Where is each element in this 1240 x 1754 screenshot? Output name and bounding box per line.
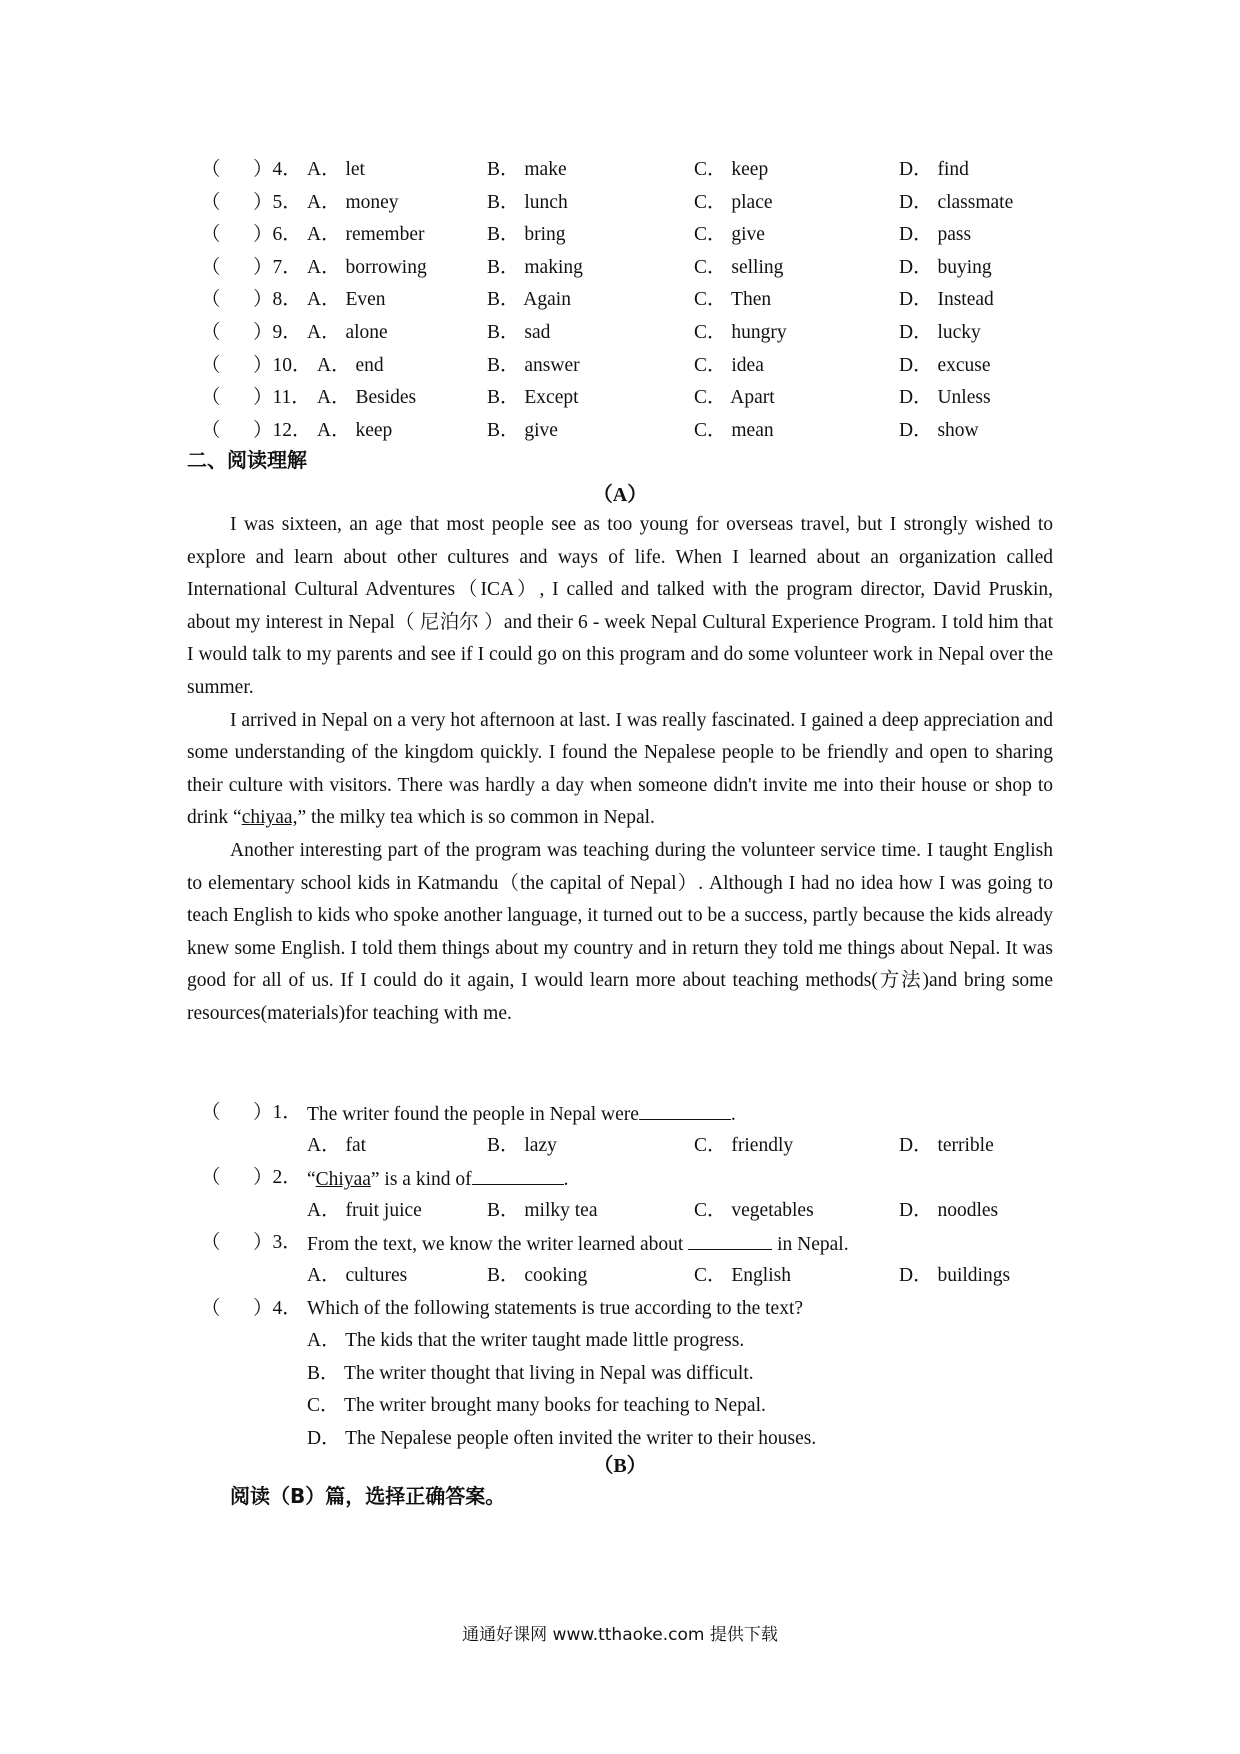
question-number: ）4． (253, 1297, 302, 1319)
question-number: ）11． (253, 387, 311, 409)
option-c: C． selling (694, 256, 784, 278)
answer-paren: （ (201, 321, 221, 343)
answer-paren: （ (201, 1232, 221, 1254)
cloze-options (187, 154, 1067, 447)
question-number: ）7． (253, 256, 302, 278)
stem-text: From the text, we know the writer learned about (307, 1234, 684, 1256)
option-b: B． lunch (487, 191, 568, 213)
cloze-option-row (187, 350, 1067, 383)
option-c: C． The writer brought many books for teaching to Nepal. (307, 1395, 766, 1417)
stem-text: “ (307, 1169, 316, 1191)
option-a: A． Besides (317, 387, 417, 409)
cloze-option-row (187, 219, 1067, 252)
option-d: D． Unless (899, 387, 991, 409)
passage-a-title: （A） (592, 484, 648, 506)
option-b: B． The writer thought that living in Nepal was difficult. (307, 1362, 754, 1384)
underlined-word: Chiyaa (315, 1169, 371, 1191)
answer-paren: （ (201, 1167, 221, 1189)
answer-paren: （ (201, 224, 221, 246)
answer-paren: （ (201, 1102, 221, 1123)
option-a: A． fat (307, 1134, 367, 1156)
option-b: B． cooking (487, 1264, 588, 1286)
question-row (187, 1097, 1067, 1130)
option-b: B． answer (487, 354, 580, 376)
paragraph: Another interesting part of the program was teaching during the volunteer service time. I taught English to elementary school kids in Katmandu（the capital of Nepal）. Although I had no idea how I was going to teach English to kids who spoke another language, it turned out to be a success, partly because the kids already knew some English. I told them things about my country and in return they told me things about Nepal. It was good for all of us. If I could do it again, I would learn more about teaching methods(方法)and bring some resources(materials)for teaching with me. (187, 839, 1053, 1024)
option-c: C． place (694, 191, 773, 213)
option-b: B． give (487, 419, 558, 441)
answer-options-row (187, 1130, 1067, 1163)
option-a: A． cultures (307, 1264, 408, 1286)
question-number: ）1． (253, 1102, 302, 1123)
option-c: C． hungry (694, 321, 787, 343)
cloze-option-row (187, 284, 1067, 317)
option-d: D． buying (899, 256, 992, 278)
option-b: B． Except (487, 387, 579, 409)
option-a: A． borrowing (307, 256, 427, 278)
answer-paren: （ (201, 354, 221, 376)
option-a: A． fruit juice (307, 1199, 422, 1221)
option-d: D． terrible (899, 1134, 994, 1156)
question-stem (307, 1227, 849, 1262)
answer-paren: （ (201, 419, 221, 441)
question-number: ）5． (253, 191, 302, 213)
option-c: C． mean (694, 419, 774, 441)
stem-text: . (730, 1104, 736, 1125)
option-c: C． English (694, 1264, 791, 1286)
question-number: ）3． (253, 1232, 302, 1254)
question-stem (307, 1162, 569, 1197)
question-number: ）10． (253, 354, 312, 376)
stem-text: The writer found the people in Nepal were (307, 1104, 639, 1125)
question-number: ）9． (253, 321, 302, 343)
passage-b-instruction: 阅读（B）篇，选择正确答案。 (230, 1484, 506, 1508)
option-d: D． excuse (899, 354, 991, 376)
option-c: C． friendly (694, 1134, 794, 1156)
option-b: B． lazy (487, 1134, 557, 1156)
option-a: A． Even (307, 289, 386, 311)
option-d: D． noodles (899, 1199, 999, 1221)
answer-paren: （ (201, 387, 221, 409)
question-row (187, 1293, 1067, 1326)
answer-paren: （ (201, 256, 221, 278)
passage-a (187, 509, 1053, 1031)
stem-text: . (563, 1169, 569, 1191)
section-title: 二、阅读理解 (187, 448, 307, 472)
option-d: D． find (899, 159, 969, 180)
option-d: D． pass (899, 224, 972, 246)
reading-questions (187, 1097, 1067, 1456)
answer-paren: （ (201, 289, 221, 311)
question-row (187, 1162, 1067, 1195)
question-row (187, 1227, 1067, 1260)
option-b: B． bring (487, 224, 566, 246)
option-d: D． The Nepalese people often invited the writer to their houses. (307, 1427, 817, 1449)
option-c: C． keep (694, 159, 769, 180)
option-d: D． classmate (899, 191, 1014, 213)
stem-text: ” is a kind of (370, 1169, 472, 1191)
option-b: B． making (487, 256, 583, 278)
option-c: C． give (694, 224, 765, 246)
option-d: D． Instead (899, 289, 994, 311)
question-number: ）12． (253, 419, 312, 441)
option-c: C． Apart (694, 387, 775, 409)
question-number: ）8． (253, 289, 302, 311)
cloze-option-row (187, 252, 1067, 285)
option-a: A． end (317, 354, 384, 376)
stem-text: in Nepal. (777, 1234, 849, 1256)
answer-blank[interactable] (688, 1227, 772, 1250)
option-c: C． Then (694, 289, 772, 311)
answer-paren: （ (201, 1297, 221, 1319)
option-b: B． sad (487, 321, 551, 343)
answer-blank[interactable] (639, 1097, 731, 1120)
option-a: A． keep (317, 419, 393, 441)
option-a: A． The kids that the writer taught made little progress. (307, 1330, 745, 1352)
passage-b-title: （B） (593, 1455, 647, 1477)
option-b: B． milky tea (487, 1199, 598, 1221)
paragraph: I was sixteen, an age that most people see as too young for overseas travel, but I strongly wished to explore and learn about other cultures and ways of life. When I learned about an organization called International Cultural Adventures（ICA）, I called and talked with the program director, David Pruskin, about my interest in Nepal（ 尼泊尔 ）and their 6 - week Nepal Cultural Experience Program. I told him that I would talk to my parents and see if I could go on this program and do some volunteer work in Nepal over the summer. (187, 514, 1053, 698)
answer-paren: （ (201, 191, 221, 213)
answer-options-row (187, 1260, 1067, 1293)
question-number: ）2． (253, 1167, 302, 1189)
cloze-option-row (187, 187, 1067, 220)
answer-paren: （ (201, 159, 221, 180)
option-b: B． make (487, 159, 567, 180)
paragraph-text: ” the milky tea which is so common in Nepal. (297, 807, 655, 829)
answer-blank[interactable] (472, 1162, 564, 1185)
paragraph (187, 705, 1053, 835)
question-stem (307, 1097, 736, 1132)
page-footer: 通通好课网 www.tthaoke.com 提供下载 (462, 1625, 778, 1645)
option-c: C． idea (694, 354, 764, 376)
option-c: C． vegetables (694, 1199, 814, 1221)
option-a: A． alone (307, 321, 388, 343)
question-stem: Which of the following statements is true according to the text? (307, 1297, 804, 1319)
option-d: D． show (899, 419, 979, 441)
option-d: D． buildings (899, 1264, 1011, 1286)
answer-options-row (187, 1195, 1067, 1228)
cloze-option-row (187, 415, 1067, 448)
answer-option-line (187, 1358, 1067, 1391)
option-d: D． lucky (899, 321, 981, 343)
cloze-option-row (187, 382, 1067, 415)
option-a: A． let (307, 159, 365, 180)
answer-option-line (187, 1325, 1067, 1358)
cloze-option-row (187, 154, 1067, 187)
paragraph-text: I arrived in Nepal on a very hot afternoon at last. I was really fascinated. I gained a deep appreciation and some understanding of the kingdom quickly. I found the Nepalese people to be friendly and open to sharing their culture with visitors. There was hardly a day when someone didn't invite me into their house or shop to drink “ (187, 709, 1053, 829)
cloze-option-row (187, 317, 1067, 350)
option-b: B． Again (487, 289, 571, 311)
option-a: A． money (307, 191, 399, 213)
question-number: ）4． (253, 159, 302, 180)
option-a: A． remember (307, 224, 425, 246)
answer-option-line (187, 1390, 1067, 1423)
underlined-word: chiyaa, (241, 807, 298, 829)
question-number: ）6． (253, 224, 302, 246)
